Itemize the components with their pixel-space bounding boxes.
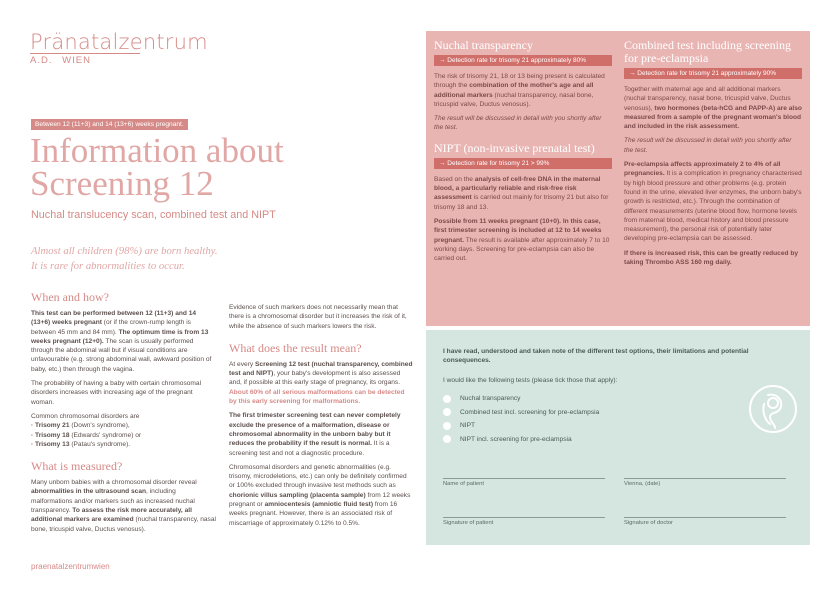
measured-text-3: (nuchal transparency, nasal bone, tricuspid valve, Ductus venosus). [31,516,216,533]
result-highlight: About 60% of all serious malformations can be detected by this early screening for malformations. [229,388,405,406]
result-body [229,360,414,528]
radio-button[interactable] [443,435,451,443]
nuchal-paragraph-1 [434,72,612,109]
list-item-text: (Patau's syndrome). [69,440,131,448]
measured-body [31,478,216,534]
patient-signature-label: Signature of patient [443,520,494,526]
result-bold: Screening 12 test (nuchal transparency, combined test and NIPT) [229,360,413,378]
nuchal-paragraph-2: The result will be discussed in detail with you shortly after the test. [434,115,602,132]
date-label: Vienna, (date) [624,481,661,487]
option-nipt[interactable] [443,419,743,433]
list-item-bold: · Trisomy 13 [31,440,70,448]
result-bold-3: chorionic villus sampling (placenta sample) [229,491,366,499]
measured-text-2: , including malformations and/or markers such as increased nuchal transparency. [31,488,195,515]
list-item-bold: · Trisomy 18 [31,431,70,439]
combined-text: Together with maternal age and all additional markers (nuchal transparency, nasal bone, tricuspid valve, Ductus venosus), [624,86,791,112]
result-heading: What does the result mean? [229,340,362,355]
col2-paragraph: Evidence of such markers does not necessarily mean that there is a chromosomal disorder but it increases the risk of it, while the absence of such markers lowers the risk. [229,304,407,330]
list-item-text: (Edwards' syndrome) or [69,431,142,439]
combined-detection-tag: → Detection rate for trisomy 21 approximately 90% [624,68,802,79]
when-p1-bold: This test can be performed between 12 (11+3) and 14 (13+6) weeks pregnant [31,310,197,327]
result-bold-4: amniocentesis (amniotic fluid test) [264,501,374,509]
screening-options-panel [426,31,810,326]
page-subtitle: Nuchal translucency scan, combined test and NIPT [31,209,276,221]
list-item [31,421,216,430]
trisomy-list [31,421,216,449]
consent-options [443,392,743,446]
option-label: Combined test incl. screening for pre-eclampsia [460,408,600,416]
nuchal-text: The risk of trisomy 21, 18 or 13 being present is calculated through the [434,73,605,90]
nipt-text: Based on the [434,175,475,183]
combined-section [624,39,802,272]
logo-divider [30,53,140,54]
result-text-3: It is a screening test and not a diagnostic procedure. [229,440,390,457]
nuchal-body [434,72,612,133]
logo-ad: A.D. [30,55,53,66]
combined-body [624,85,802,267]
list-item-text: (Down's syndrome), [69,422,130,430]
measured-bold: abnormalities in the ultrasound scan [31,488,147,496]
title-line-1: Information about [30,131,284,170]
combined-bold-2: Pre-eclampsia affects approximately 2 to 4% of all pregnancies. [624,161,781,178]
combined-bold-3: If there is increased risk, this can be greatly reduced by taking Thrombo ASS 160 mg daily. [624,249,799,267]
nipt-detection-tag: → Detection rate for trisomy 21 > 99% [434,158,612,169]
when-p1-text: (or if the crown-rump length is between 45 mm and 84 mm). [31,319,191,336]
patient-name-field[interactable] [443,478,605,487]
nipt-text-3: The result is available after approximately 7 to 10 working days. Screening for pre-eclampsia can also be carried out. [434,236,610,263]
option-combined[interactable] [443,406,743,420]
logo-subtitle [30,55,91,66]
nipt-paragraph-2 [434,217,612,263]
option-nipt-preeclampsia[interactable] [443,433,743,447]
option-label: NIPT [460,422,476,430]
when-paragraph-3: Common chromosomal disorders are [31,412,140,420]
list-item [31,440,216,449]
intro-line-1: Almost all children (98%) are born healthy. [31,245,218,257]
option-nuchal[interactable] [443,392,743,406]
when-p1-bold-2: The optimum time is from 13 weeks pregnant (12+0). [31,328,209,345]
combined-paragraph-1 [624,85,802,131]
patient-signature-field[interactable] [443,517,605,526]
nuchal-text-2: (nuchal transparency, nasal bone, tricuspid valve, Ductus venosus). [434,91,594,108]
column-left [31,290,216,539]
nipt-body [434,175,612,264]
nipt-paragraph-1 [434,175,612,212]
result-paragraph-2 [229,411,414,457]
when-p1-text-2: The scan is usually performed through the abdominal wall but if visual conditions are unfavourable (e.g. strong abdominal wall, awkward position of baby, etc.) then through the vagina. [31,337,212,373]
result-text: At every [229,360,256,368]
nipt-bold: analysis of cell-free DNA in the maternal blood, a particularly reliable and risk-free risk assessment [434,175,601,202]
patient-name-label: Name of patient [443,481,484,487]
nuchal-section [434,39,612,268]
measured-heading: What is measured? [31,459,123,474]
result-text-6: from 16 weeks pregnant. However, there is an associated risk of miscarriage of approximately 0.12% to 0.5%. [229,501,398,527]
when-body [31,309,216,449]
column-middle [229,303,414,533]
result-paragraph-3 [229,463,414,528]
consent-prompt: I would like the following tests (please tick those that apply): [443,377,618,384]
when-heading: When and how? [31,290,109,304]
intro-text [31,244,218,274]
radio-button[interactable] [443,395,451,403]
nuchal-bold: combination of the mother's age and all additional markers [434,82,594,99]
result-paragraph-1 [229,360,414,406]
combined-text-2: It is a complication in pregnancy characterised by high blood pressure and other problems (e.g. protein found in the urine, elevated liver enzymes, the unborn baby's growth is restricted, etc.). Through the combination of different measurements (uterine blood flow, hormone levels from maternal blood, medical history and blood pressure measurement), the personal risk of potentially later developing pre-eclampsia can be assessed. [624,170,802,243]
nuchal-detection-tag: → Detection rate for trisomy 21 approximately 80% [434,55,612,66]
logo-title: Pränatalzentrum [30,30,208,54]
nipt-bold-2: Possible from 11 weeks pregnant (10+0). In this case, first trimester screening is included at 12 to 14 weeks pregnant. [434,217,602,244]
list-item-bold: · Trisomy 21 [31,422,70,430]
measured-bold-2: To assess the risk more accurately, all additional markers are examined [31,507,192,524]
result-text-4: Chromosomal disorders and genetic abnormalities (e.g. trisomy, microdeletions, etc.) can only be definitely confirmed or 100% excluded through invasive test methods such as [229,463,407,490]
measured-paragraph [31,478,216,534]
measured-text: Many unborn babies with a chromosomal disorder reveal [31,479,197,487]
combined-paragraph-2: The result will be discussed in detail with you shortly after the test. [624,137,792,154]
footer-handle[interactable]: praenatalzentrumwien [31,562,110,571]
result-text-2: , your baby's development is also assessed and, if possible at this early stage of pregnancy, its organs. [229,370,401,387]
radio-button[interactable] [443,422,451,430]
result-text-5: from 12 weeks pregnant or [229,491,411,509]
col2-intro [229,303,414,331]
option-label: NIPT incl. screening for pre-eclampsia [460,435,572,443]
when-paragraph-2: The probability of having a baby with certain chromosomal disorders increases with increasing age of the pregnant woman. [31,380,202,406]
combined-bold: two hormones (beta-hCG and PAPP-A) are also measured from a sample of the pregnant woman's blood and included in the risk assessment. [624,104,802,131]
nipt-heading: NIPT (non-invasive prenatal test) [434,140,595,155]
list-item [31,431,216,440]
logo-wien: WIEN [62,55,91,66]
combined-heading: Combined test including screening for pre-eclampsia [624,38,791,65]
weeks-tag: Between 12 (11+3) and 14 (13+6) weeks pregnant. [31,119,188,130]
nuchal-heading: Nuchal transparency [434,38,533,52]
page-title [30,131,284,203]
doctor-signature-label: Signature of doctor [624,520,673,526]
consent-panel [426,330,810,545]
when-paragraph-1 [31,309,216,374]
nipt-text-2: is carried out mainly for trisomy 21 but also for trisomy 18 and 13. [434,194,609,211]
intro-line-2: It is rare for abnormalities to occur. [31,260,185,272]
fetus-icon [748,384,798,434]
title-line-2: Screening 12 [30,164,214,203]
consent-statement: I have read, understood and taken note of the different test options, their limitations and potential consequences. [443,348,749,365]
radio-button[interactable] [443,408,451,416]
option-label: Nuchal transparency [460,395,521,403]
doctor-signature-field[interactable] [624,517,786,526]
result-bold-2: The first trimester screening test can never completely exclude the presence of a malformation, disease or chromosomal abnormality in the unborn baby but it reduces the probability if the result is normal. [229,412,401,448]
combined-paragraph-4 [624,249,802,268]
combined-paragraph-3 [624,160,802,244]
date-field[interactable] [624,478,786,487]
